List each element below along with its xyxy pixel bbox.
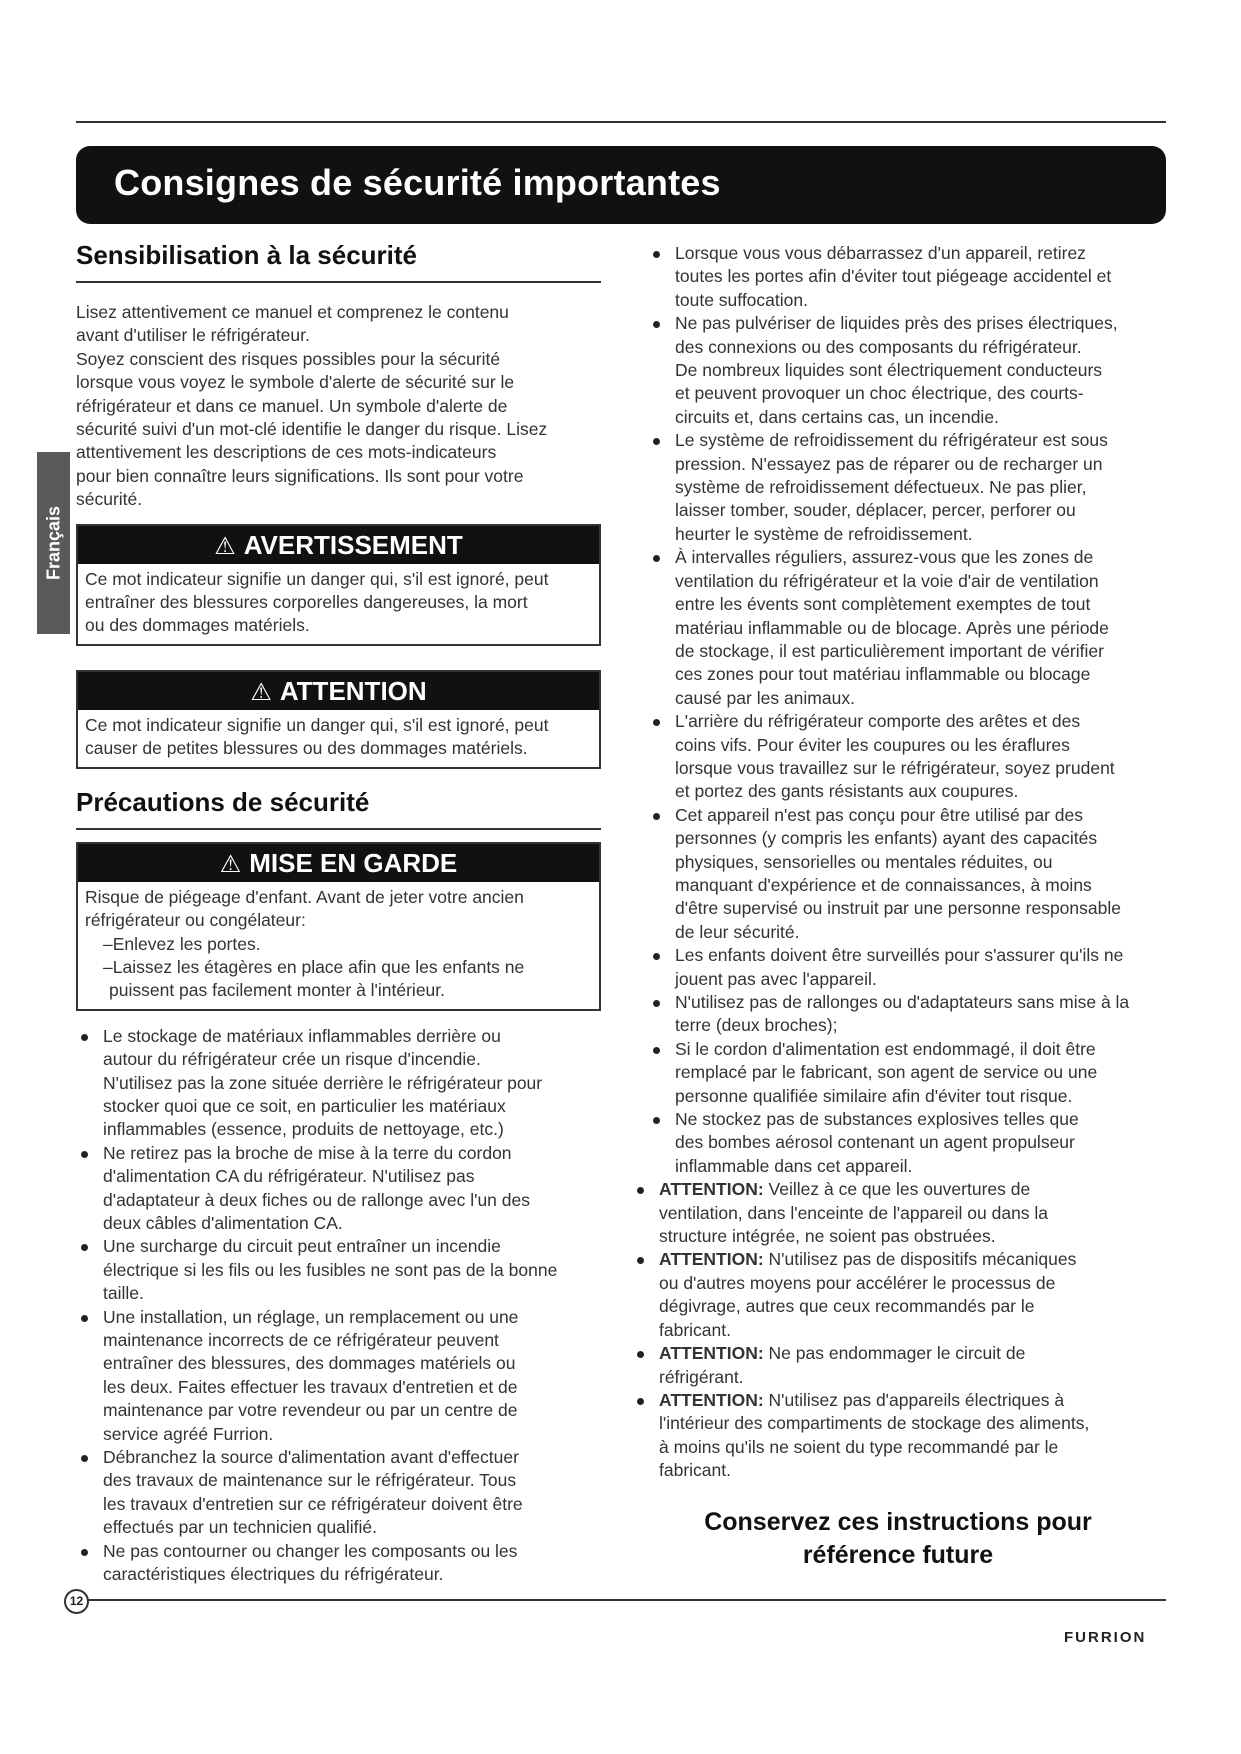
warning-triangle-icon: ⚠ bbox=[250, 678, 272, 706]
list-item-text: Cet appareil n'est pas conçu pour être utilisé par des personnes (y compris les enfants) ayant des capacités physiques, sensorielles ou mentales réduites, ou manquant d'expérience et de connaissances, à moins d'être supervisé ou instruit par une personne responsable de leur sécurité. bbox=[675, 804, 1121, 942]
signal-header bbox=[78, 526, 599, 564]
closing-statement bbox=[648, 1506, 1148, 1572]
list-item-text: Ne pas contourner ou changer les composants ou les caractéristiques électriques du réfrigérateur. bbox=[103, 1540, 518, 1585]
right-bullet-list bbox=[648, 242, 1193, 1178]
list-item-text: Ne stockez pas de substances explosives telles que des bombes aérosol contenant un agent propulseur inflammable dans cet appareil. bbox=[675, 1109, 1079, 1176]
intro-line: sécurité. bbox=[76, 489, 143, 510]
list-item-text: Une installation, un réglage, un remplacement ou une maintenance incorrects de ce réfrigérateur peuvent entraîner des blessures, des dommages matériels ou les deux. Faites effectuer les travaux d'entretien et de maintenance par votre revendeur ou par un centre de service agréé Furrion. bbox=[103, 1306, 519, 1444]
intro-line: Soyez conscient des risques possibles pour la sécurité bbox=[76, 348, 501, 369]
attention-list bbox=[632, 1178, 1193, 1482]
description-line: Ce mot indicateur signifie un danger qui, s'il est ignoré, peut bbox=[85, 714, 549, 735]
attention-label: ATTENTION: bbox=[659, 1343, 764, 1364]
description-line: réfrigérateur ou congélateur: bbox=[85, 910, 306, 931]
list-item bbox=[648, 1108, 1193, 1178]
right-column bbox=[648, 242, 1193, 1572]
bullet-dot-icon bbox=[81, 1455, 88, 1462]
bullet-dot-icon bbox=[653, 1000, 660, 1007]
bullet-dot-icon bbox=[653, 719, 660, 726]
list-item-text: L'arrière du réfrigérateur comporte des arêtes et des coins vifs. Pour éviter les coupures ou les éraflures lorsque vous travaillez sur le réfrigérateur, soyez prudent et portez des gants résistants aux coupures. bbox=[675, 711, 1115, 802]
brand-logo: FURRION bbox=[1064, 1629, 1147, 1646]
list-item-text: Le stockage de matériaux inflammables derrière ou autour du réfrigérateur crée un risque d'incendie. N'utilisez pas la zone située derrière le réfrigérateur pour stocker quoi que ce soit, en particulier les matériaux inflammables (essence, produits de nettoyage, etc.) bbox=[103, 1025, 543, 1140]
description-line: –Laissez les étagères en place afin que les enfants ne bbox=[103, 956, 525, 977]
attention-text: N'utilisez pas d'appareils électriques à l'intérieur des compartiments de stockage des aliments, à moins qu'ils ne soient du type recommandé par le fabricant. bbox=[659, 1389, 1090, 1481]
list-item-text: Si le cordon d'alimentation est endommagé, il doit être remplacé par le fabricant, son agent de service ou une personne qualifiée similaire afin d'éviter tout risque. bbox=[675, 1038, 1098, 1106]
description-line: Ce mot indicateur signifie un danger qui, s'il est ignoré, peut bbox=[85, 568, 549, 589]
intro-line: Lisez attentivement ce manuel et comprenez le contenu bbox=[76, 302, 509, 322]
bullet-dot-icon bbox=[81, 1549, 88, 1556]
left-column bbox=[76, 240, 601, 1586]
bullet-dot-icon bbox=[81, 1151, 88, 1158]
attention-item bbox=[632, 1342, 1193, 1389]
language-tab bbox=[37, 452, 70, 634]
intro-line: avant d'utiliser le réfrigérateur. bbox=[76, 325, 310, 346]
description-line: puissent pas facilement monter à l'intérieur. bbox=[109, 980, 446, 1001]
list-item-text: N'utilisez pas de rallonges ou d'adaptateurs sans mise à la terre (deux broches); bbox=[675, 992, 1130, 1036]
list-item bbox=[76, 1306, 601, 1446]
description-line: Risque de piégeage d'enfant. Avant de jeter votre ancien bbox=[85, 886, 524, 907]
signal-word: ATTENTION bbox=[279, 675, 427, 706]
list-item bbox=[76, 1540, 601, 1587]
list-item bbox=[76, 1446, 601, 1540]
warning-box-mise-en-garde bbox=[76, 842, 601, 1011]
footer-rule bbox=[88, 1599, 1166, 1601]
bullet-dot-icon bbox=[637, 1398, 644, 1405]
description-line: ou des dommages matériels. bbox=[85, 615, 310, 636]
attention-text: Veillez à ce que les ouvertures de ventilation, dans l'enceinte de l'appareil ou dans la structure intégrée, ne soient pas obstruées. bbox=[659, 1179, 1049, 1247]
bullet-dot-icon bbox=[81, 1034, 88, 1041]
bullet-dot-icon bbox=[653, 251, 660, 258]
list-item-text: Ne pas pulvériser de liquides près des prises électriques, des connexions ou des composants du réfrigérateur. De nombreux liquides sont électriquement conducteurs et peuvent provoquer un choc électrique, des courts- circuits et, dans certains cas, un incendie. bbox=[675, 313, 1118, 427]
page-number: 12 bbox=[64, 1589, 89, 1614]
list-item bbox=[648, 242, 1193, 312]
list-item bbox=[648, 546, 1193, 710]
intro-line: sécurité suivi d'un mot-clé identifie le danger du risque. Lisez bbox=[76, 419, 548, 440]
bullet-dot-icon bbox=[653, 953, 660, 960]
list-item bbox=[648, 710, 1193, 804]
list-item-text: Ne retirez pas la broche de mise à la terre du cordon d'alimentation CA du réfrigérateur. N'utilisez pas d'adaptateur à deux fiches ou de rallonge avec l'un des deux câbles d'alimentation CA. bbox=[103, 1142, 530, 1233]
list-item bbox=[76, 1025, 601, 1142]
intro-line: réfrigérateur et dans ce manuel. Un symbole d'alerte de bbox=[76, 395, 508, 416]
attention-label: ATTENTION: bbox=[659, 1249, 764, 1270]
attention-item bbox=[632, 1178, 1193, 1248]
description-line: causer de petites blessures ou des dommages matériels. bbox=[85, 738, 528, 759]
attention-item bbox=[632, 1389, 1193, 1483]
bullet-dot-icon bbox=[637, 1257, 644, 1264]
closing-line: référence future bbox=[802, 1540, 994, 1569]
attention-text: Ne pas endommager le circuit de réfrigérant. bbox=[659, 1343, 1026, 1387]
section-heading-precautions: Précautions de sécurité bbox=[76, 787, 601, 830]
list-item bbox=[648, 312, 1193, 429]
intro-paragraph bbox=[76, 301, 601, 512]
attention-text: N'utilisez pas de dispositifs mécaniques ou d'autres moyens pour accélérer le processus de dégivrage, autres que ceux recommandés par le fabricant. bbox=[659, 1249, 1077, 1340]
section-heading-awareness: Sensibilisation à la sécurité bbox=[76, 240, 601, 283]
bullet-dot-icon bbox=[81, 1244, 88, 1251]
warning-box-avertissement bbox=[76, 524, 601, 646]
list-item bbox=[648, 991, 1193, 1038]
page-title: Consignes de sécurité importantes bbox=[114, 162, 721, 203]
bullet-dot-icon bbox=[653, 321, 660, 328]
list-item-text: Une surcharge du circuit peut entraîner un incendie électrique si les fils ou les fusibles ne sont pas de la bonne taille. bbox=[103, 1236, 558, 1304]
bullet-dot-icon bbox=[653, 813, 660, 820]
list-item bbox=[76, 1142, 601, 1236]
closing-line: Conservez ces instructions pour bbox=[704, 1507, 1092, 1536]
bullet-dot-icon bbox=[637, 1187, 644, 1194]
description-line: entraîner des blessures corporelles dangereuses, la mort bbox=[85, 592, 528, 613]
bullet-dot-icon bbox=[653, 1117, 660, 1124]
signal-header bbox=[78, 672, 599, 710]
signal-word: MISE EN GARDE bbox=[249, 847, 458, 878]
list-item bbox=[648, 429, 1193, 546]
list-item-text: Les enfants doivent être surveillés pour s'assurer qu'ils ne jouent pas avec l'appareil. bbox=[675, 945, 1124, 989]
signal-description bbox=[78, 564, 599, 644]
bullet-dot-icon bbox=[653, 555, 660, 562]
attention-label: ATTENTION: bbox=[659, 1179, 764, 1200]
intro-line: lorsque vous voyez le symbole d'alerte de sécurité sur le bbox=[76, 372, 515, 393]
top-rule bbox=[76, 121, 1166, 123]
list-item-text: Lorsque vous vous débarrassez d'un appareil, retirez toutes les portes afin d'éviter tout piégeage accidentel et toute suffocation. bbox=[675, 243, 1112, 310]
warning-triangle-icon: ⚠ bbox=[219, 850, 242, 878]
bullet-dot-icon bbox=[653, 438, 660, 445]
intro-line: pour bien connaître leurs significations. Ils sont pour votre bbox=[76, 465, 524, 486]
attention-label: ATTENTION: bbox=[659, 1389, 764, 1410]
left-bullet-list bbox=[76, 1025, 601, 1587]
attention-item bbox=[632, 1248, 1193, 1342]
list-item-text: Le système de refroidissement du réfrigérateur est sous pression. N'essayez pas de réparer ou de recharger un système de refroidissement défectueux. Ne pas plier, laisser tomber, souder, déplacer, percer, perforer ou heurter le système de refroidissement. bbox=[675, 430, 1108, 544]
signal-description bbox=[78, 710, 599, 767]
bullet-dot-icon bbox=[637, 1351, 644, 1358]
title-banner bbox=[76, 146, 1166, 224]
description-line: –Enlevez les portes. bbox=[103, 933, 261, 954]
list-item bbox=[648, 1038, 1193, 1108]
list-item bbox=[648, 804, 1193, 944]
signal-header bbox=[78, 844, 599, 882]
intro-line: attentivement les descriptions de ces mots-indicateurs bbox=[76, 442, 497, 463]
bullet-dot-icon bbox=[653, 1047, 660, 1054]
list-item bbox=[648, 944, 1193, 991]
warning-box-attention bbox=[76, 670, 601, 769]
signal-word: AVERTISSEMENT bbox=[243, 529, 463, 560]
signal-description bbox=[78, 882, 599, 1009]
warning-triangle-icon: ⚠ bbox=[214, 532, 236, 560]
language-tab-label: Français bbox=[43, 505, 63, 581]
bullet-dot-icon bbox=[81, 1315, 88, 1322]
list-item-text: Débranchez la source d'alimentation avant d'effectuer des travaux de maintenance sur le réfrigérateur. Tous les travaux d'entretien sur ce réfrigérateur doivent être effectués par un technicien qualifié. bbox=[103, 1447, 523, 1538]
list-item-text: À intervalles réguliers, assurez-vous que les zones de ventilation du réfrigérateur et la voie d'air de ventilation entre les évents sont complètement exemptes de tout matériau inflammable ou de blocage. Après une période de stockage, il est particulièrement important de vérifier ces zones pour tout matériau inflammable ou blocage causé par les animaux. bbox=[675, 547, 1109, 708]
list-item bbox=[76, 1235, 601, 1305]
